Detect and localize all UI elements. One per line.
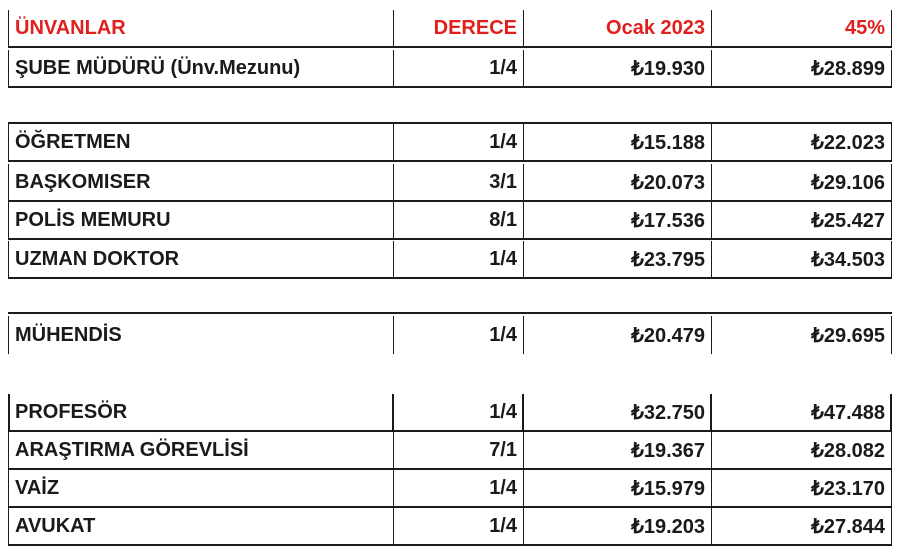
row-january-salary: ₺17.536 (524, 202, 712, 240)
row-grade: 7/1 (394, 432, 524, 470)
row-increased-salary: ₺29.106 (712, 164, 892, 202)
table-row (8, 124, 892, 162)
row-increased-salary: ₺29.695 (712, 316, 892, 354)
row-increased-salary: ₺28.899 (712, 50, 892, 88)
row-increased-salary: ₺22.023 (712, 124, 892, 162)
row-increased-salary: ₺23.170 (712, 470, 892, 508)
row-increased-salary: ₺28.082 (712, 432, 892, 470)
row-january-salary: ₺32.750 (524, 394, 712, 432)
row-january-salary: ₺19.367 (524, 432, 712, 470)
table-row (8, 470, 892, 508)
row-january-salary: ₺19.203 (524, 508, 712, 546)
row-grade: 3/1 (394, 164, 524, 202)
row-january-salary: ₺23.795 (524, 241, 712, 279)
table-row (8, 508, 892, 546)
row-january-salary: ₺19.930 (524, 50, 712, 88)
header-row (8, 10, 892, 48)
row-title: MÜHENDİS (8, 316, 394, 354)
header-title: ÜNVANLAR (8, 10, 394, 48)
row-title: PROFESÖR (8, 394, 394, 432)
header-january: Ocak 2023 (524, 10, 712, 48)
row-title: ARAŞTIRMA GÖREVLİSİ (8, 432, 394, 470)
row-increased-salary: ₺25.427 (712, 202, 892, 240)
row-grade: 1/4 (394, 50, 524, 88)
row-grade: 1/4 (394, 241, 524, 279)
row-grade: 1/4 (394, 394, 524, 432)
row-title: VAİZ (8, 470, 394, 508)
row-increased-salary: ₺27.844 (712, 508, 892, 546)
row-grade: 1/4 (394, 124, 524, 162)
table-row (8, 164, 892, 202)
row-title: BAŞKOMISER (8, 164, 394, 202)
row-title: POLİS MEMURU (8, 202, 394, 240)
row-increased-salary: ₺34.503 (712, 241, 892, 279)
table-row (8, 432, 892, 470)
row-title: ÖĞRETMEN (8, 124, 394, 162)
row-title: AVUKAT (8, 508, 394, 546)
header-grade: DERECE (394, 10, 524, 48)
row-grade: 8/1 (394, 202, 524, 240)
row-january-salary: ₺20.479 (524, 316, 712, 354)
row-grade: 1/4 (394, 316, 524, 354)
table-row (8, 50, 892, 88)
row-increased-salary: ₺47.488 (712, 394, 892, 432)
row-grade: 1/4 (394, 470, 524, 508)
row-grade: 1/4 (394, 508, 524, 546)
table-row (8, 241, 892, 279)
table-row (8, 316, 892, 354)
table-row (8, 394, 892, 432)
table-row (8, 202, 892, 240)
row-january-salary: ₺20.073 (524, 164, 712, 202)
row-january-salary: ₺15.188 (524, 124, 712, 162)
row-title: UZMAN DOKTOR (8, 241, 394, 279)
row-january-salary: ₺15.979 (524, 470, 712, 508)
header-increase: 45% (712, 10, 892, 48)
group-separator (8, 312, 892, 314)
row-title: ŞUBE MÜDÜRÜ (Ünv.Mezunu) (8, 50, 394, 88)
